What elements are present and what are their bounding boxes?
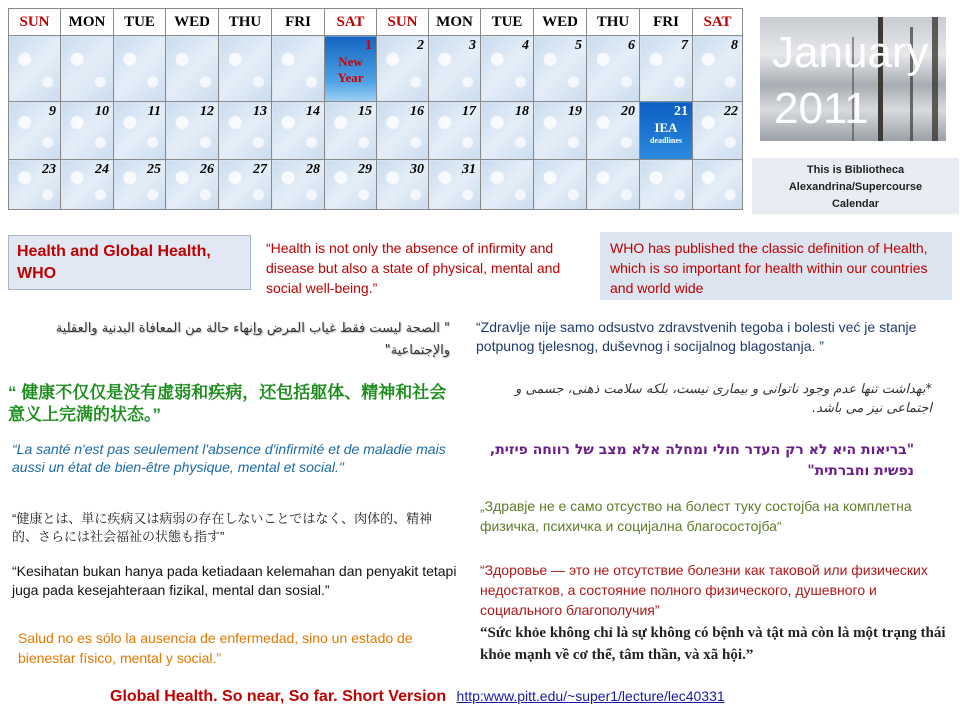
definition-english: “Health is not only the absence of infirmity and disease but also a state of physical, mental and social well-being.” — [266, 240, 561, 296]
calendar-day — [272, 102, 325, 160]
calendar-day — [481, 36, 534, 102]
weekday-header: THU — [587, 9, 640, 36]
quote-french: “La santé n'est pas seulement l'absence d'infirmité et de maladie mais aussi un état de bien-être physique, mental et social." — [12, 441, 446, 475]
day-number: 23 — [42, 162, 56, 177]
day-number: 9 — [49, 104, 56, 119]
day-number — [534, 160, 586, 162]
weekday-header: SUN — [377, 9, 429, 36]
day-number: 3 — [469, 38, 476, 53]
calendar-day — [325, 102, 377, 160]
weekday-header: WED — [166, 9, 219, 36]
day-number — [114, 36, 165, 38]
calendar-day — [114, 36, 166, 102]
quote-japanese: “健康とは、単に疾病又は病弱の存在しないことではなく、肉体的、精神的、さらには社会福祉の状態も指す” — [12, 511, 433, 544]
footer-title: Global Health. So near, So far. Short Version — [110, 688, 447, 705]
day-number: 4 — [522, 38, 529, 53]
calendar-grid — [8, 8, 743, 210]
tree-trunk — [932, 17, 938, 141]
day-number: 27 — [253, 162, 267, 177]
quote-malay: “Kesihatan bukan hanya pada ketiadaan kelemahan dan penyakit tetapi juga pada kesejahteraan fizikal, mental dan sosial.” — [12, 563, 457, 598]
day-number: 18 — [515, 104, 529, 119]
day-number: 17 — [462, 104, 476, 119]
weekday-header: TUE — [114, 9, 166, 36]
title-line: WHO — [17, 265, 57, 282]
quote-russian: “Здоровье — это не отсутствие болезни как таковой или физических недостатков, а состояние полного физического, душевного и социального благополучия” — [480, 562, 928, 618]
weekday-header: MON — [429, 9, 481, 36]
calendar-day — [693, 36, 743, 102]
calendar-day — [377, 36, 429, 102]
caption-line: Alexandrina/Supercourse — [788, 181, 923, 193]
event-deadlines: deadlines — [649, 136, 682, 145]
calendar-day — [272, 160, 325, 210]
calendar-day — [481, 160, 534, 210]
day-number: 16 — [410, 104, 424, 119]
calendar-day — [61, 160, 114, 210]
caption-line: This is Bibliotheca — [806, 164, 905, 176]
calendar-day — [166, 102, 219, 160]
day-number: 19 — [568, 104, 582, 119]
day-number: 21 — [674, 104, 688, 119]
day-number — [166, 36, 218, 38]
day-number: 7 — [681, 38, 688, 53]
quote-persian: *بهداشت تنها عدم وجود ناتوانی و بیماری نیست، بلکه سلامت ذهنی، جسمی و اجتماعی نیز می باشد. — [515, 382, 932, 416]
day-number: 15 — [358, 104, 372, 119]
title-line: Health and Global Health, — [17, 243, 211, 260]
day-number: 20 — [621, 104, 635, 119]
calendar-day — [429, 36, 481, 102]
quote-chinese: “ 健康不仅仅是没有虚弱和疾病，还包括躯体、精神和社会意义上完满的状态。” — [8, 383, 447, 424]
calendar-day — [693, 160, 743, 210]
calendar-day — [587, 160, 640, 210]
day-number: 24 — [95, 162, 109, 177]
day-number — [640, 160, 692, 162]
calendar-day — [61, 36, 114, 102]
calendar-day — [219, 102, 272, 160]
day-number: 10 — [95, 104, 109, 119]
calendar-day — [61, 102, 114, 160]
weekday-header: FRI — [272, 9, 325, 36]
calendar-day — [166, 36, 219, 102]
calendar-day-iea-deadline — [640, 102, 693, 160]
day-number: 6 — [628, 38, 635, 53]
quote-spanish: Salud no es sólo la ausencia de enfermedad, sino un estado de bienestar físico, mental y social.” — [18, 630, 413, 666]
day-number: 14 — [306, 104, 320, 119]
day-number: 26 — [200, 162, 214, 177]
calendar-day — [377, 160, 429, 210]
event-new-year: Year — [337, 70, 364, 85]
day-number: 11 — [147, 104, 161, 119]
weekday-header: SUN — [9, 9, 61, 36]
weekday-header: SAT — [693, 9, 743, 36]
calendar-day — [325, 160, 377, 210]
day-number — [219, 36, 271, 38]
who-note: WHO has published the classic definition of Health, which is so important for health within our countries and world wide — [600, 232, 952, 300]
calendar-day — [9, 160, 61, 210]
day-number — [481, 160, 533, 162]
calendar-caption — [752, 158, 959, 214]
calendar-day — [114, 102, 166, 160]
calendar-day — [534, 102, 587, 160]
day-number — [693, 160, 742, 162]
calendar-day — [640, 36, 693, 102]
day-number: 1 — [365, 38, 372, 53]
day-number: 8 — [731, 38, 738, 53]
calendar-week-row — [9, 102, 743, 160]
calendar-day — [693, 102, 743, 160]
weekday-header: MON — [61, 9, 114, 36]
day-number: 12 — [200, 104, 214, 119]
banner-year: 2011 — [774, 84, 869, 133]
day-number: 30 — [410, 162, 424, 177]
day-number: 22 — [724, 104, 738, 119]
weekday-header-row — [9, 9, 743, 36]
winter-forest-photo — [760, 17, 946, 141]
quote-macedonian: „Здравје не е само отсуство на болест туку состојба на комплетна физичка, психичка и социјална благосостојба“ — [480, 498, 912, 534]
calendar-day — [219, 36, 272, 102]
banner-month: January — [772, 28, 929, 77]
day-number: 29 — [358, 162, 372, 177]
day-number: 31 — [462, 162, 476, 177]
calendar-week-row — [9, 160, 743, 210]
calendar-day — [534, 36, 587, 102]
calendar-day — [587, 102, 640, 160]
calendar-day — [377, 102, 429, 160]
day-number — [9, 36, 60, 38]
footer — [110, 688, 725, 706]
calendar-day — [587, 36, 640, 102]
quote-vietnamese: “Sức khỏe không chỉ là sự không có bệnh và tật mà còn là một trạng thái khỏe mạnh về cơ thể, tâm thần, và xã hội.” — [480, 625, 946, 663]
weekday-header: THU — [219, 9, 272, 36]
calendar-day — [9, 102, 61, 160]
weekday-header: TUE — [481, 9, 534, 36]
calendar-day — [272, 36, 325, 102]
day-number — [587, 160, 639, 162]
calendar-day — [429, 160, 481, 210]
quote-croatian: “Zdravlje nije samo odsustvo zdravstvenih tegoba i bolesti već je stanje potpunog tjelesnog, duševnog i socijalnog blagostanja. ” — [476, 319, 917, 354]
event-new-year: New — [338, 54, 363, 69]
calendar-day — [534, 160, 587, 210]
day-number — [61, 36, 113, 38]
page-title — [8, 235, 251, 290]
day-number — [272, 36, 324, 38]
quote-hebrew: "בריאות היא לא רק העדר חולי ומחלה אלא מצב של רווחה פיזית, נפשית וחברתית" — [489, 442, 914, 479]
calendar-day — [9, 36, 61, 102]
event-iea: IEA — [654, 120, 678, 135]
quote-arabic: " الصحة ليست فقط غياب المرض وإنهاء حالة من المعافاة البدنية والعقلية والإجتماعية" — [55, 321, 450, 358]
day-number: 2 — [417, 38, 424, 53]
calendar-day — [114, 160, 166, 210]
calendar-day — [640, 160, 693, 210]
lecture-link[interactable]: http:www.pitt.edu/~super1/lecture/lec40331 — [456, 688, 725, 704]
weekday-header: FRI — [640, 9, 693, 36]
caption-line: Calendar — [831, 198, 880, 210]
calendar-day — [219, 160, 272, 210]
calendar-day — [166, 160, 219, 210]
calendar-day — [429, 102, 481, 160]
day-number: 28 — [306, 162, 320, 177]
day-number: 13 — [253, 104, 267, 119]
day-number: 25 — [147, 162, 161, 177]
calendar-day — [481, 102, 534, 160]
calendar-week-row — [9, 36, 743, 102]
weekday-header: SAT — [325, 9, 377, 36]
calendar-day-new-year — [325, 36, 377, 102]
day-number: 5 — [575, 38, 582, 53]
weekday-header: WED — [534, 9, 587, 36]
